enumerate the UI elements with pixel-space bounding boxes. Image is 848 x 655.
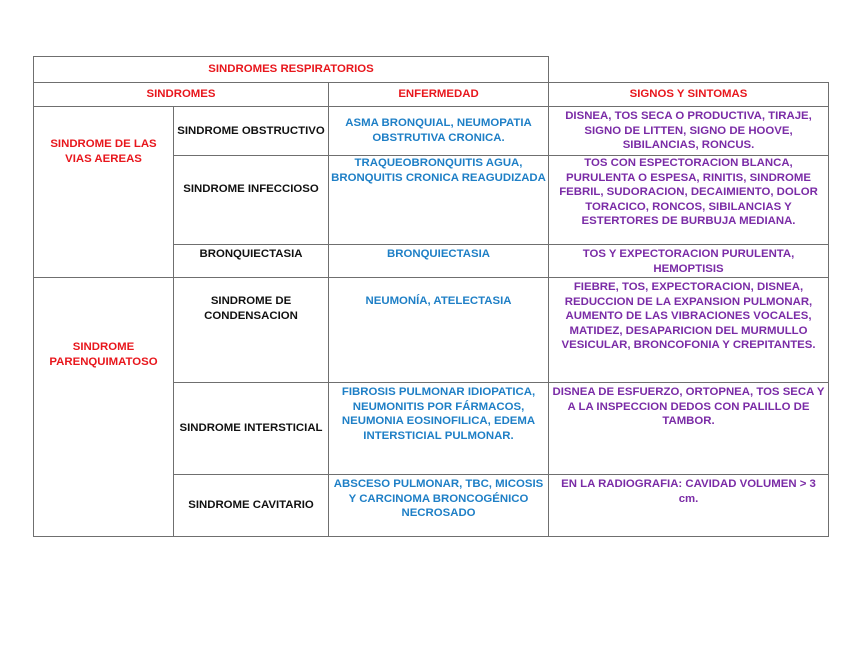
syndrome-bronquiectasia: BRONQUIECTASIA xyxy=(174,245,329,278)
syndrome-condensacion: SINDROME DE CONDENSACION xyxy=(174,278,329,383)
signs-bronquiectasia: TOS Y EXPECTORACION PURULENTA, HEMOPTISIS xyxy=(549,245,829,278)
disease-infeccioso: TRAQUEOBRONQUITIS AGUA, BRONQUITIS CRONICA REAGUDIZADA xyxy=(329,156,549,245)
syndrome-obstructivo: SINDROME OBSTRUCTIVO xyxy=(174,107,329,156)
disease-cavitario: ABSCESO PULMONAR, TBC, MICOSIS Y CARCINOMA BRONCOGÉNICO NECROSADO xyxy=(329,475,549,537)
group-parenquimatoso: SINDROME PARENQUIMATOSO xyxy=(34,278,174,537)
disease-condensacion: NEUMONÍA, ATELECTASIA xyxy=(329,278,549,383)
syndrome-cavitario: SINDROME CAVITARIO xyxy=(174,475,329,537)
header-sindromes: SINDROMES xyxy=(34,83,329,107)
signs-cavitario: EN LA RADIOGRAFIA: CAVIDAD VOLUMEN > 3 cm. xyxy=(549,475,829,537)
header-enfermedad: ENFERMEDAD xyxy=(329,83,549,107)
group-vias-aereas: SINDROME DE LAS VIAS AEREAS xyxy=(34,107,174,278)
header-signos: SIGNOS Y SINTOMAS xyxy=(549,83,829,107)
disease-intersticial: FIBROSIS PULMONAR IDIOPATICA, NEUMONITIS POR FÁRMACOS, NEUMONIA EOSINOFILICA, EDEMA INTERSTICIAL PULMONAR. xyxy=(329,383,549,475)
signs-obstructivo: DISNEA, TOS SECA O PRODUCTIVA, TIRAJE, SIGNO DE LITTEN, SIGNO DE HOOVE, SIBILANCIAS, RONCUS. xyxy=(549,107,829,156)
syndrome-infeccioso: SINDROME INFECCIOSO xyxy=(174,156,329,245)
respiratory-syndromes-table xyxy=(33,56,829,537)
signs-intersticial: DISNEA DE ESFUERZO, ORTOPNEA, TOS SECA Y A LA INSPECCION DEDOS CON PALILLO DE TAMBOR. xyxy=(549,383,829,475)
disease-bronquiectasia: BRONQUIECTASIA xyxy=(329,245,549,278)
table-title: SINDROMES RESPIRATORIOS xyxy=(34,57,549,83)
signs-condensacion: FIEBRE, TOS, EXPECTORACION, DISNEA, REDUCCION DE LA EXPANSION PULMONAR, AUMENTO DE LAS VIBRACIONES VOCALES, MATIDEZ, DESAPARICION DEL MURMULLO VESICULAR, BRONCOFONIA Y CREPITANTES. xyxy=(549,278,829,383)
signs-infeccioso: TOS CON ESPECTORACION BLANCA, PURULENTA O ESPESA, RINITIS, SINDROME FEBRIL, SUDORACION, DECAIMIENTO, DOLOR TORACICO, RONCOS, SIBILANCIAS Y ESTERTORES DE BURBUJA MEDIANA. xyxy=(549,156,829,245)
syndrome-intersticial: SINDROME INTERSTICIAL xyxy=(174,383,329,475)
disease-obstructivo: ASMA BRONQUIAL, NEUMOPATIA OBSTRUTIVA CRONICA. xyxy=(329,107,549,156)
empty-title-cell xyxy=(549,57,829,83)
